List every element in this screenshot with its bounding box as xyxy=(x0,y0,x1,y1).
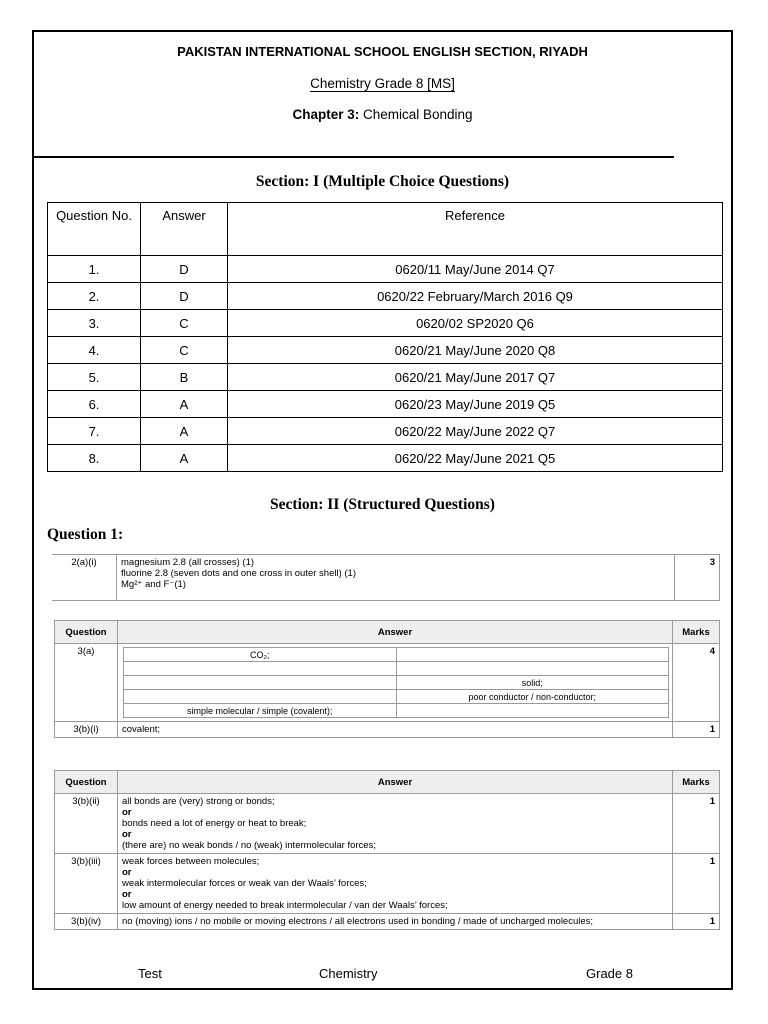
inner-row xyxy=(124,704,669,718)
ms3-line: weak intermolecular forces or weak van der Waals’ forces; xyxy=(122,878,367,889)
ms3-row xyxy=(55,854,720,914)
chapter-name: Chemical Bonding xyxy=(362,107,473,122)
chapter-title xyxy=(34,107,731,122)
ms2-a3bi: covalent; xyxy=(118,722,673,738)
markscheme-2a xyxy=(52,554,720,601)
cell-question-no: 2. xyxy=(48,283,141,310)
cell-answer: A xyxy=(141,391,228,418)
ms3-marks: 1 xyxy=(673,854,720,914)
table-row xyxy=(48,256,723,283)
ms3-line: no (moving) ions / no mobile or moving electrons / all electrons used in bonding / made of uncharged molecules; xyxy=(122,916,594,927)
cell-answer: C xyxy=(141,310,228,337)
question-1-title: Question 1: xyxy=(47,526,124,543)
cell-answer: A xyxy=(141,418,228,445)
ms1-answer xyxy=(117,555,675,601)
cell-question-no: 6. xyxy=(48,391,141,418)
cell-reference: 0620/21 May/June 2020 Q8 xyxy=(228,337,723,364)
ms2-q3bi: 3(b)(i) xyxy=(55,722,118,738)
section2-title: Section: II (Structured Questions) xyxy=(270,496,495,513)
ms3-answer xyxy=(118,854,673,914)
inner-cell: simple molecular / simple (covalent); xyxy=(124,704,397,718)
col-header-answer: Answer xyxy=(141,203,228,256)
ms3-head-question: Question xyxy=(55,771,118,794)
school-name: PAKISTAN INTERNATIONAL SCHOOL ENGLISH SECTION, RIYADH xyxy=(177,44,588,59)
inner-cell xyxy=(124,676,397,690)
ms3-answer xyxy=(118,914,673,930)
inner-cell xyxy=(396,648,669,662)
ms1-marks: 3 xyxy=(675,555,720,601)
inner-row xyxy=(124,676,669,690)
footer-left: Test xyxy=(138,966,162,981)
inner-cell: poor conductor / non-conductor; xyxy=(396,690,669,704)
cell-answer: B xyxy=(141,364,228,391)
ms2-head-marks: Marks xyxy=(673,621,720,644)
mcq-table xyxy=(47,202,723,472)
ms1-line: fluorine 2.8 (seven dots and one cross in outer shell) (1) xyxy=(121,568,356,579)
ms3-line: (there are) no weak bonds / no (weak) intermolecular forces; xyxy=(122,840,376,851)
header-divider xyxy=(34,156,674,158)
ms3-question: 3(b)(iv) xyxy=(55,914,118,930)
ms3-marks: 1 xyxy=(673,914,720,930)
inner-cell xyxy=(124,662,397,676)
cell-answer: D xyxy=(141,283,228,310)
footer-right: Grade 8 xyxy=(586,966,633,981)
ms3-marks: 1 xyxy=(673,794,720,854)
ms2-m3a: 4 xyxy=(673,644,720,722)
ms3-head-answer: Answer xyxy=(118,771,673,794)
ms2-head-question: Question xyxy=(55,621,118,644)
ms3-question: 3(b)(ii) xyxy=(55,794,118,854)
chapter-label: Chapter 3: xyxy=(292,107,360,122)
ms3-row xyxy=(55,914,720,930)
ms3-answer xyxy=(118,794,673,854)
grade-title-text: Chemistry Grade 8 [MS] xyxy=(310,76,455,91)
inner-row xyxy=(124,690,669,704)
inner-cell: solid; xyxy=(396,676,669,690)
cell-question-no: 1. xyxy=(48,256,141,283)
table-row xyxy=(48,418,723,445)
ms1-question: 2(a)(i) xyxy=(52,555,117,601)
cell-question-no: 5. xyxy=(48,364,141,391)
inner-cell: CO₂; xyxy=(124,648,397,662)
cell-question-no: 3. xyxy=(48,310,141,337)
cell-reference: 0620/21 May/June 2017 Q7 xyxy=(228,364,723,391)
cell-answer: D xyxy=(141,256,228,283)
ms1-line: Mg²⁺ and F⁻(1) xyxy=(121,579,186,590)
ms3-or: or xyxy=(122,807,132,818)
cell-reference: 0620/22 February/March 2016 Q9 xyxy=(228,283,723,310)
section1-title: Section: I (Multiple Choice Questions) xyxy=(255,173,510,190)
ms3-line: weak forces between molecules; xyxy=(122,856,260,867)
ms3-line: all bonds are (very) strong or bonds; xyxy=(122,796,275,807)
ms3-or: or xyxy=(122,829,132,840)
ms2-inner-table xyxy=(123,647,669,718)
cell-reference: 0620/22 May/June 2022 Q7 xyxy=(228,418,723,445)
table-row xyxy=(48,283,723,310)
inner-cell xyxy=(396,704,669,718)
grade-title xyxy=(34,76,731,91)
cell-reference: 0620/11 May/June 2014 Q7 xyxy=(228,256,723,283)
cell-answer: A xyxy=(141,445,228,472)
cell-question-no: 8. xyxy=(48,445,141,472)
ms2-q3a: 3(a) xyxy=(55,644,118,722)
table-row xyxy=(48,445,723,472)
ms3-row xyxy=(55,794,720,854)
cell-reference: 0620/02 SP2020 Q6 xyxy=(228,310,723,337)
inner-row xyxy=(124,662,669,676)
table-row xyxy=(48,337,723,364)
inner-cell xyxy=(396,662,669,676)
ms3-question: 3(b)(iii) xyxy=(55,854,118,914)
cell-answer: C xyxy=(141,337,228,364)
col-header-reference: Reference xyxy=(228,203,723,256)
ms3-line: bonds need a lot of energy or heat to break; xyxy=(122,818,307,829)
table-row xyxy=(48,391,723,418)
ms2-m3bi: 1 xyxy=(673,722,720,738)
col-header-question: Question No. xyxy=(48,203,141,256)
ms3-or: or xyxy=(122,867,132,878)
table-row xyxy=(48,364,723,391)
markscheme-3a xyxy=(54,620,720,738)
markscheme-3b xyxy=(54,770,720,930)
cell-question-no: 4. xyxy=(48,337,141,364)
ms3-line: low amount of energy needed to break intermolecular / van der Waals’ forces; xyxy=(122,900,448,911)
ms3-or: or xyxy=(122,889,132,900)
cell-question-no: 7. xyxy=(48,418,141,445)
cell-reference: 0620/22 May/June 2021 Q5 xyxy=(228,445,723,472)
inner-cell xyxy=(124,690,397,704)
footer-center: Chemistry xyxy=(319,966,378,981)
ms1-line: magnesium 2.8 (all crosses) (1) xyxy=(121,557,255,568)
table-row xyxy=(48,310,723,337)
ms2-head-answer: Answer xyxy=(118,621,673,644)
ms2-a3a xyxy=(118,644,673,722)
ms3-head-marks: Marks xyxy=(673,771,720,794)
page-frame xyxy=(32,30,733,990)
cell-reference: 0620/23 May/June 2019 Q5 xyxy=(228,391,723,418)
inner-row xyxy=(124,648,669,662)
